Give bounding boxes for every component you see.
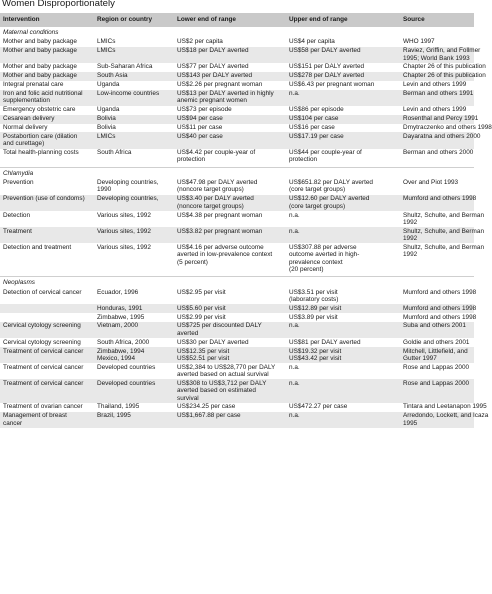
- upper-range-cell: US$86 per episode: [289, 106, 344, 114]
- upper-range-cell: US$4 per capita: [289, 38, 335, 46]
- source-cell: Rose and Lappas 2000: [400, 379, 474, 402]
- source-cell: Levin and others 1999: [403, 81, 467, 89]
- table-row: [0, 363, 474, 379]
- upper-range-cell: n.a.: [289, 363, 300, 371]
- region-cell: Ecuador, 1996: [97, 288, 139, 296]
- lower-range-cell: US$30 per DALY averted: [177, 338, 249, 346]
- table-row: [0, 47, 474, 63]
- lower-range-cell: US$4.38 per pregnant woman: [177, 211, 263, 219]
- table-row: [0, 106, 474, 115]
- intervention-cell: Prevention (use of condoms): [0, 195, 94, 211]
- lower-range-cell: US$3.40 per DALY averted (noncore target groups): [174, 195, 286, 211]
- table-row: [0, 38, 474, 47]
- source-cell: Dayaratna and others 2000: [400, 132, 474, 148]
- lower-range-cell: US$1,667.88 per case: [174, 412, 286, 428]
- upper-range-cell: n.a.: [286, 412, 400, 428]
- intervention-cell: Cesarean delivery: [0, 115, 94, 124]
- source-cell: Suba and others 2001: [400, 322, 474, 338]
- upper-range-cell: US$307.88 per adverse outcome averted in high- prevalence context (20 percent): [289, 243, 360, 273]
- source-cell: Shultz, Schulte, and Berman 1992: [403, 211, 484, 226]
- upper-range-cell: US$58 per DALY averted: [286, 47, 400, 63]
- table-row: [0, 227, 474, 243]
- table-row: [0, 243, 474, 274]
- region-cell: Various sites, 1992: [97, 243, 151, 251]
- intervention-cell: [0, 304, 94, 313]
- lower-range-cell: US$4.16 per adverse outcome averted in low-prevalence context (5 percent): [177, 243, 273, 266]
- table-row: [0, 379, 474, 402]
- intervention-cell: [0, 313, 94, 322]
- lower-range-cell: US$2.26 per pregnant woman: [177, 81, 263, 89]
- table-row: [0, 72, 474, 81]
- section-title: Maternal conditions: [0, 27, 474, 38]
- source-cell: Mumford and others 1998: [403, 313, 477, 321]
- table-caption: Women Disproportionately: [2, 0, 115, 9]
- region-cell: Developed countries: [94, 379, 174, 402]
- source-cell: Over and Piot 1993: [403, 179, 459, 187]
- source-cell: Goldie and others 2001: [403, 338, 470, 346]
- region-cell: Various sites, 1992: [97, 211, 151, 219]
- intervention-cell: Treatment of cervical cancer: [0, 379, 94, 402]
- upper-range-cell: n.a.: [286, 227, 400, 243]
- region-cell: Brazil, 1995: [94, 412, 174, 428]
- intervention-cell: Iron and folic acid nutritional supplementation: [0, 90, 94, 106]
- intervention-cell: Treatment: [0, 227, 94, 243]
- source-cell: Raviez, Griffin, and Follmer 1995; World Bank 1993: [400, 47, 474, 63]
- source-cell: Tintara and Leetanapon 1995: [403, 403, 487, 411]
- table-row: [0, 179, 474, 195]
- upper-range-cell: US$104 per case: [286, 115, 400, 124]
- table-row: [0, 412, 474, 428]
- section-title: Chlamydia: [0, 167, 474, 178]
- region-cell: Bolivia: [97, 124, 116, 132]
- region-cell: LMICs: [97, 38, 116, 46]
- table-row: [0, 90, 474, 106]
- upper-range-cell: US$17.19 per case: [286, 132, 400, 148]
- intervention-cell: Total health-planning costs: [3, 149, 79, 157]
- region-cell: Uganda: [97, 106, 120, 114]
- intervention-cell: Treatment of cervical cancer: [0, 347, 94, 363]
- intervention-cell: Detection and treatment: [3, 243, 72, 251]
- table-row: [0, 338, 474, 347]
- header-upper-range: Upper end of range: [286, 13, 400, 27]
- table-row: [0, 149, 474, 165]
- upper-range-cell: n.a.: [286, 322, 400, 338]
- upper-range-cell: n.a.: [286, 90, 400, 106]
- source-cell: Chapter 26 of this publication: [400, 72, 474, 81]
- lower-range-cell: US$143 per DALY averted: [174, 72, 286, 81]
- header-lower-range: Lower end of range: [174, 13, 286, 27]
- intervention-cell: Cervical cytology screening: [3, 338, 81, 346]
- region-cell: Bolivia: [94, 115, 174, 124]
- table-row: [0, 195, 474, 211]
- source-cell: Rose and Lappas 2000: [403, 363, 470, 371]
- intervention-cell: Postabortion care (dilation and curettage): [0, 132, 94, 148]
- region-cell: LMICs: [94, 47, 174, 63]
- table-row: [0, 347, 474, 363]
- source-cell: Mumford and others 1998: [400, 304, 474, 313]
- section-header-row: [0, 277, 474, 288]
- header-source: Source: [400, 13, 474, 27]
- table-row: [0, 81, 474, 90]
- region-cell: Developed countries: [97, 363, 156, 371]
- table-row: [0, 63, 474, 72]
- source-cell: Shultz, Schulte, and Berman 1992: [403, 243, 484, 259]
- lower-range-cell: US$2 per capita: [177, 38, 223, 46]
- source-cell: Chapter 26 of this publication: [403, 63, 486, 71]
- lower-range-cell: US$3.82 per pregnant woman: [174, 227, 286, 243]
- upper-range-cell: US$651.82 per DALY averted (core target groups): [289, 179, 373, 194]
- lower-range-cell: US$18 per DALY averted: [174, 47, 286, 63]
- upper-range-cell: US$3.51 per visit (laboratory costs): [289, 288, 339, 303]
- intervention-cell: Detection of cervical cancer: [3, 288, 82, 296]
- upper-range-cell: US$19.32 per visit US$43.42 per visit: [286, 347, 400, 363]
- region-cell: LMICs: [94, 132, 174, 148]
- region-cell: Vietnam, 2000: [94, 322, 174, 338]
- intervention-cell: Mother and baby package: [0, 47, 94, 63]
- lower-range-cell: US$40 per case: [174, 132, 286, 148]
- upper-range-cell: n.a.: [289, 211, 300, 219]
- lower-range-cell: US$234.25 per case: [177, 403, 236, 411]
- source-cell: Arredondo, Lockett, and Icaza 1995: [400, 412, 474, 428]
- region-cell: Honduras, 1991: [94, 304, 174, 313]
- upper-range-cell: US$6.43 per pregnant woman: [289, 81, 375, 89]
- upper-range-cell: US$3.89 per visit: [289, 313, 338, 321]
- region-cell: Thailand, 1995: [97, 403, 140, 411]
- region-cell: Uganda: [97, 81, 120, 89]
- header-intervention: Intervention: [0, 13, 94, 27]
- upper-range-cell: US$472.27 per case: [289, 403, 348, 411]
- intervention-cell: Integral prenatal care: [3, 81, 64, 89]
- table-row: [0, 288, 474, 304]
- table-body: [0, 27, 492, 428]
- intervention-cell: Cervical cytology screening: [0, 322, 94, 338]
- upper-range-cell: US$44 per couple-year of protection: [289, 149, 362, 164]
- lower-range-cell: US$2.99 per visit: [177, 313, 226, 321]
- region-cell: Zimbabwe, 1995: [97, 313, 145, 321]
- lower-range-cell: US$94 per case: [174, 115, 286, 124]
- header-row: [0, 13, 474, 27]
- table-row: [0, 403, 474, 412]
- intervention-cell: Mother and baby package: [3, 63, 77, 71]
- intervention-cell: Mother and baby package: [0, 72, 94, 81]
- source-cell: Shultz, Schulte, and Berman 1992: [400, 227, 474, 243]
- upper-range-cell: US$81 per DALY averted: [289, 338, 361, 346]
- region-cell: Various sites, 1992: [94, 227, 174, 243]
- table-row: [0, 124, 474, 133]
- table-row: [0, 304, 474, 313]
- header-region: Region or country: [94, 13, 174, 27]
- region-cell: Developing countries, 1990: [97, 179, 159, 194]
- region-cell: Sub-Saharan Africa: [97, 63, 153, 71]
- source-cell: Mumford and others 1998: [400, 195, 474, 211]
- intervention-cell: Normal delivery: [3, 124, 48, 132]
- upper-range-cell: US$278 per DALY averted: [286, 72, 400, 81]
- upper-range-cell: US$12.89 per visit: [286, 304, 400, 313]
- intervention-cell: Management of breast cancer: [0, 412, 94, 428]
- source-cell: Mitchell, Littlefield, and Gutter 1997: [400, 347, 474, 363]
- lower-range-cell: US$47.98 per DALY averted (noncore target groups): [177, 179, 258, 194]
- upper-range-cell: n.a.: [286, 379, 400, 402]
- region-cell: South Asia: [94, 72, 174, 81]
- lower-range-cell: US$5.60 per visit: [174, 304, 286, 313]
- lower-range-cell: US$11 per case: [177, 124, 223, 132]
- intervention-cell: Mother and baby package: [3, 38, 77, 46]
- lower-range-cell: US$308 to US$3,712 per DALY averted based on estimated survival: [174, 379, 286, 402]
- region-cell: Low-income countries: [94, 90, 174, 106]
- intervention-cell: Detection: [3, 211, 30, 219]
- cost-table: [0, 13, 492, 428]
- upper-range-cell: US$12.60 per DALY averted (core target groups): [286, 195, 400, 211]
- lower-range-cell: US$13 per DALY averted in highly anemic pregnant women: [174, 90, 286, 106]
- source-cell: Levin and others 1999: [403, 106, 467, 114]
- section-header-row: [0, 27, 474, 38]
- lower-range-cell: US$725 per discounted DALY averted: [174, 322, 286, 338]
- table-row: [0, 313, 474, 322]
- table-row: [0, 115, 474, 124]
- intervention-cell: Prevention: [3, 179, 34, 187]
- table-row: [0, 132, 474, 148]
- lower-range-cell: US$2.95 per visit: [177, 288, 226, 296]
- region-cell: Zimbabwe, 1994 Mexico, 1994: [94, 347, 174, 363]
- source-cell: WHO 1997: [403, 38, 435, 46]
- intervention-cell: Treatment of cervical cancer: [3, 363, 84, 371]
- region-cell: South Africa: [97, 149, 132, 157]
- upper-range-cell: US$16 per case: [289, 124, 335, 132]
- table-row: [0, 322, 474, 338]
- source-cell: Berman and others 2000: [403, 149, 474, 157]
- region-cell: South Africa, 2000: [97, 338, 150, 346]
- source-cell: Berman and others 1991: [400, 90, 474, 106]
- section-header-row: [0, 167, 474, 178]
- region-cell: Developing countries,: [94, 195, 174, 211]
- intervention-cell: Treatment of ovarian cancer: [3, 403, 83, 411]
- table-row: [0, 211, 474, 227]
- lower-range-cell: US$12.35 per visit US$52.51 per visit: [174, 347, 286, 363]
- intervention-cell: Emergency obstetric care: [3, 106, 76, 114]
- section-title: Neoplasms: [0, 277, 474, 288]
- source-cell: Rosenthal and Percy 1991: [400, 115, 474, 124]
- lower-range-cell: US$77 per DALY averted: [177, 63, 249, 71]
- lower-range-cell: US$2,384 to US$28,770 per DALY averted based on actual survival: [177, 363, 276, 379]
- lower-range-cell: US$73 per episode: [177, 106, 232, 114]
- lower-range-cell: US$4.42 per couple-year of protection: [177, 149, 256, 164]
- source-cell: Mumford and others 1998: [403, 288, 477, 296]
- upper-range-cell: US$151 per DALY averted: [289, 63, 365, 71]
- source-cell: Dmytraczenko and others 1998: [403, 124, 492, 132]
